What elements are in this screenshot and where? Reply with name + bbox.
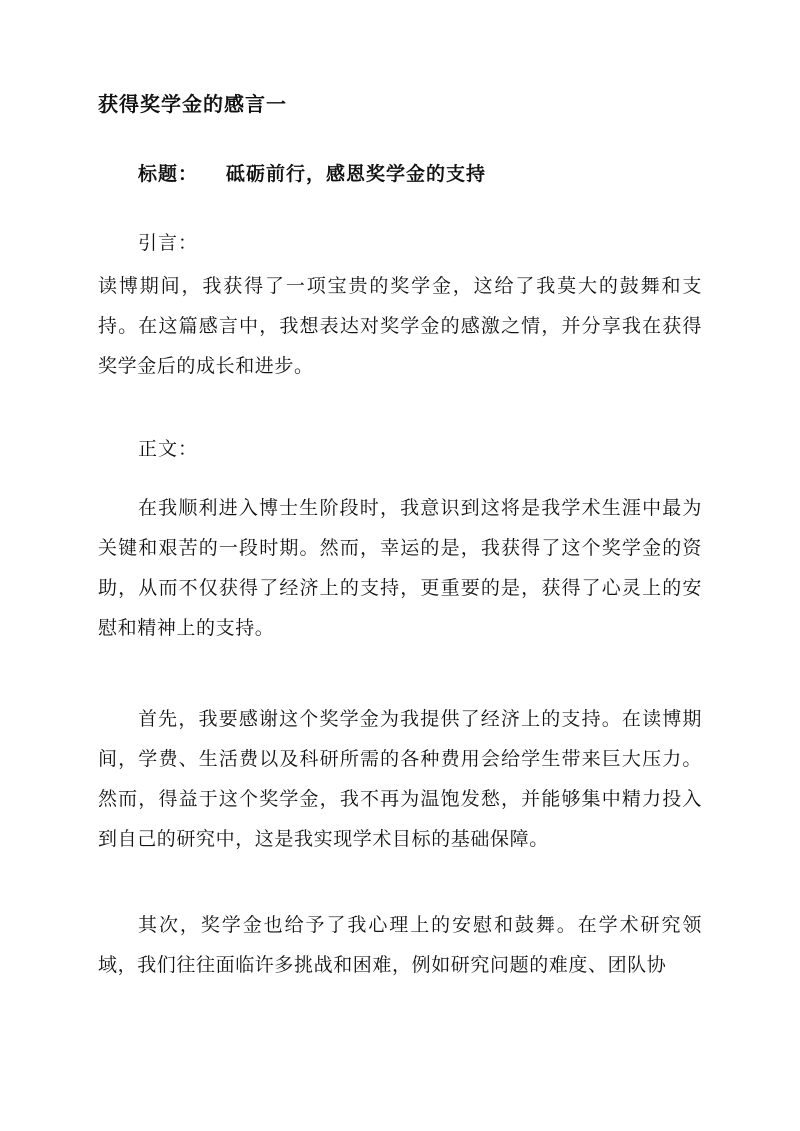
body-paragraph-1: 在我顺利进入博士生阶段时，我意识到这将是我学术生涯中最为关键和艰苦的一段时期。然而，幸运的是，我获得了这个奖学金的资助，从而不仅获得了经济上的支持，更重要的是，获得了心灵上的安慰和精神上的支持。 (98, 497, 702, 639)
body-paragraph-3: 其次，奖学金也给予了我心理上的安慰和鼓舞。在学术研究领域，我们往往面临许多挑战和困难，例如研究问题的难度、团队协 (98, 914, 702, 976)
subtitle-line (138, 159, 486, 186)
body-paragraph-2: 首先，我要感谢这个奖学金为我提供了经济上的支持。在读博期间，学费、生活费以及科研所需的各种费用会给学生带来巨大压力。然而，得益于这个奖学金，我不再为温饱发愁，并能够集中精力投入到自己的研究中，这是我实现学术目标的基础保障。 (98, 708, 702, 850)
intro-paragraph: 读博期间，我获得了一项宝贵的奖学金，这给了我莫大的鼓舞和支持。在这篇感言中，我想表达对奖学金的感激之情，并分享我在获得奖学金后的成长和进步。 (98, 275, 702, 377)
document-title: 获得奖学金的感言一 (98, 92, 287, 116)
subtitle-label: 标题： (138, 163, 199, 185)
body-label: 正文： (138, 438, 199, 460)
subtitle-text: 砥砺前行，感恩奖学金的支持 (226, 163, 487, 185)
intro-label: 引言： (138, 232, 199, 254)
